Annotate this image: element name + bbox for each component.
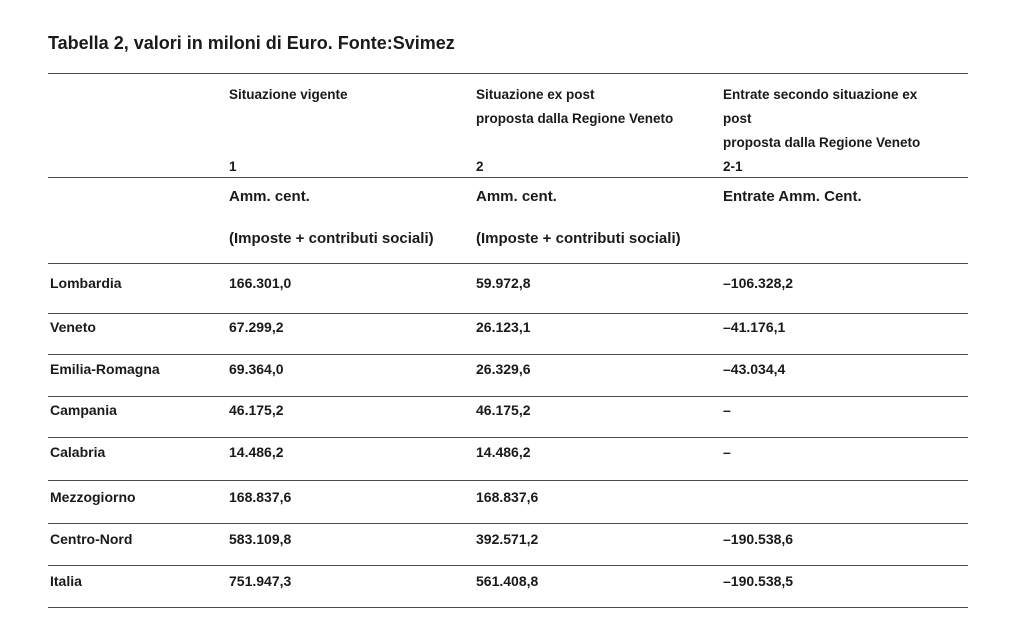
table-title: Tabella 2, valori in miloni di Euro. Fonte:Svimez (48, 33, 455, 53)
table-top-rule (48, 73, 968, 74)
row-ex-post: 46.175,2 (476, 402, 531, 418)
header-col3-label-line2: post (723, 111, 752, 126)
row-entrate: –41.176,1 (723, 319, 786, 335)
row-region: Veneto (50, 319, 96, 335)
subheader-rule (48, 263, 968, 264)
header-col2-number: 2 (476, 159, 484, 174)
row-ex-post: 59.972,8 (476, 275, 531, 291)
row-entrate: –43.034,4 (723, 361, 786, 377)
row-entrate: – (723, 444, 731, 460)
header-col1-label: Situazione vigente (229, 87, 348, 102)
header-col3-number: 2-1 (723, 159, 743, 174)
row-region: Italia (50, 573, 82, 589)
row-vigente: 67.299,2 (229, 319, 284, 335)
row-rule (48, 523, 968, 524)
row-vigente: 168.837,6 (229, 489, 292, 505)
row-rule (48, 396, 968, 397)
row-vigente: 46.175,2 (229, 402, 284, 418)
subheader-col3-line1: Entrate Amm. Cent. (723, 188, 862, 205)
row-vigente: 166.301,0 (229, 275, 292, 291)
row-ex-post: 14.486,2 (476, 444, 531, 460)
row-region: Centro-Nord (50, 531, 133, 547)
row-vigente: 751.947,3 (229, 573, 292, 589)
row-ex-post: 392.571,2 (476, 531, 539, 547)
header-col2-label-line1: Situazione ex post (476, 87, 595, 102)
header-col3 (723, 83, 920, 179)
header-col1-number: 1 (229, 159, 237, 174)
row-ex-post: 26.329,6 (476, 361, 531, 377)
row-rule (48, 480, 968, 481)
subheader-col1-line1: Amm. cent. (229, 188, 310, 205)
row-region: Lombardia (50, 275, 122, 291)
row-ex-post: 26.123,1 (476, 319, 531, 335)
row-vigente: 583.109,8 (229, 531, 292, 547)
subheader-col1-line2: (Imposte + contributi sociali) (229, 230, 434, 247)
row-vigente: 69.364,0 (229, 361, 284, 377)
header-col2 (476, 83, 673, 179)
row-entrate: – (723, 402, 731, 418)
header-rule (48, 177, 968, 178)
row-rule (48, 437, 968, 438)
header-col2-label-line2: proposta dalla Regione Veneto (476, 111, 674, 126)
row-entrate: –106.328,2 (723, 275, 794, 291)
row-region: Mezzogiorno (50, 489, 136, 505)
row-region: Calabria (50, 444, 106, 460)
row-rule (48, 565, 968, 566)
row-rule (48, 313, 968, 314)
header-col3-label-line3: proposta dalla Regione Veneto (723, 135, 921, 150)
row-entrate: –190.538,6 (723, 531, 794, 547)
row-ex-post: 168.837,6 (476, 489, 539, 505)
row-rule (48, 354, 968, 355)
header-col1 (229, 83, 348, 179)
row-region: Emilia-Romagna (50, 361, 160, 377)
header-col3-label-line1: Entrate secondo situazione ex (723, 87, 918, 102)
subheader-col2-line1: Amm. cent. (476, 188, 557, 205)
row-ex-post: 561.408,8 (476, 573, 539, 589)
subheader-col2-line2: (Imposte + contributi sociali) (476, 230, 681, 247)
row-region: Campania (50, 402, 117, 418)
table-bottom-rule (48, 607, 968, 608)
row-entrate: –190.538,5 (723, 573, 794, 589)
row-vigente: 14.486,2 (229, 444, 284, 460)
